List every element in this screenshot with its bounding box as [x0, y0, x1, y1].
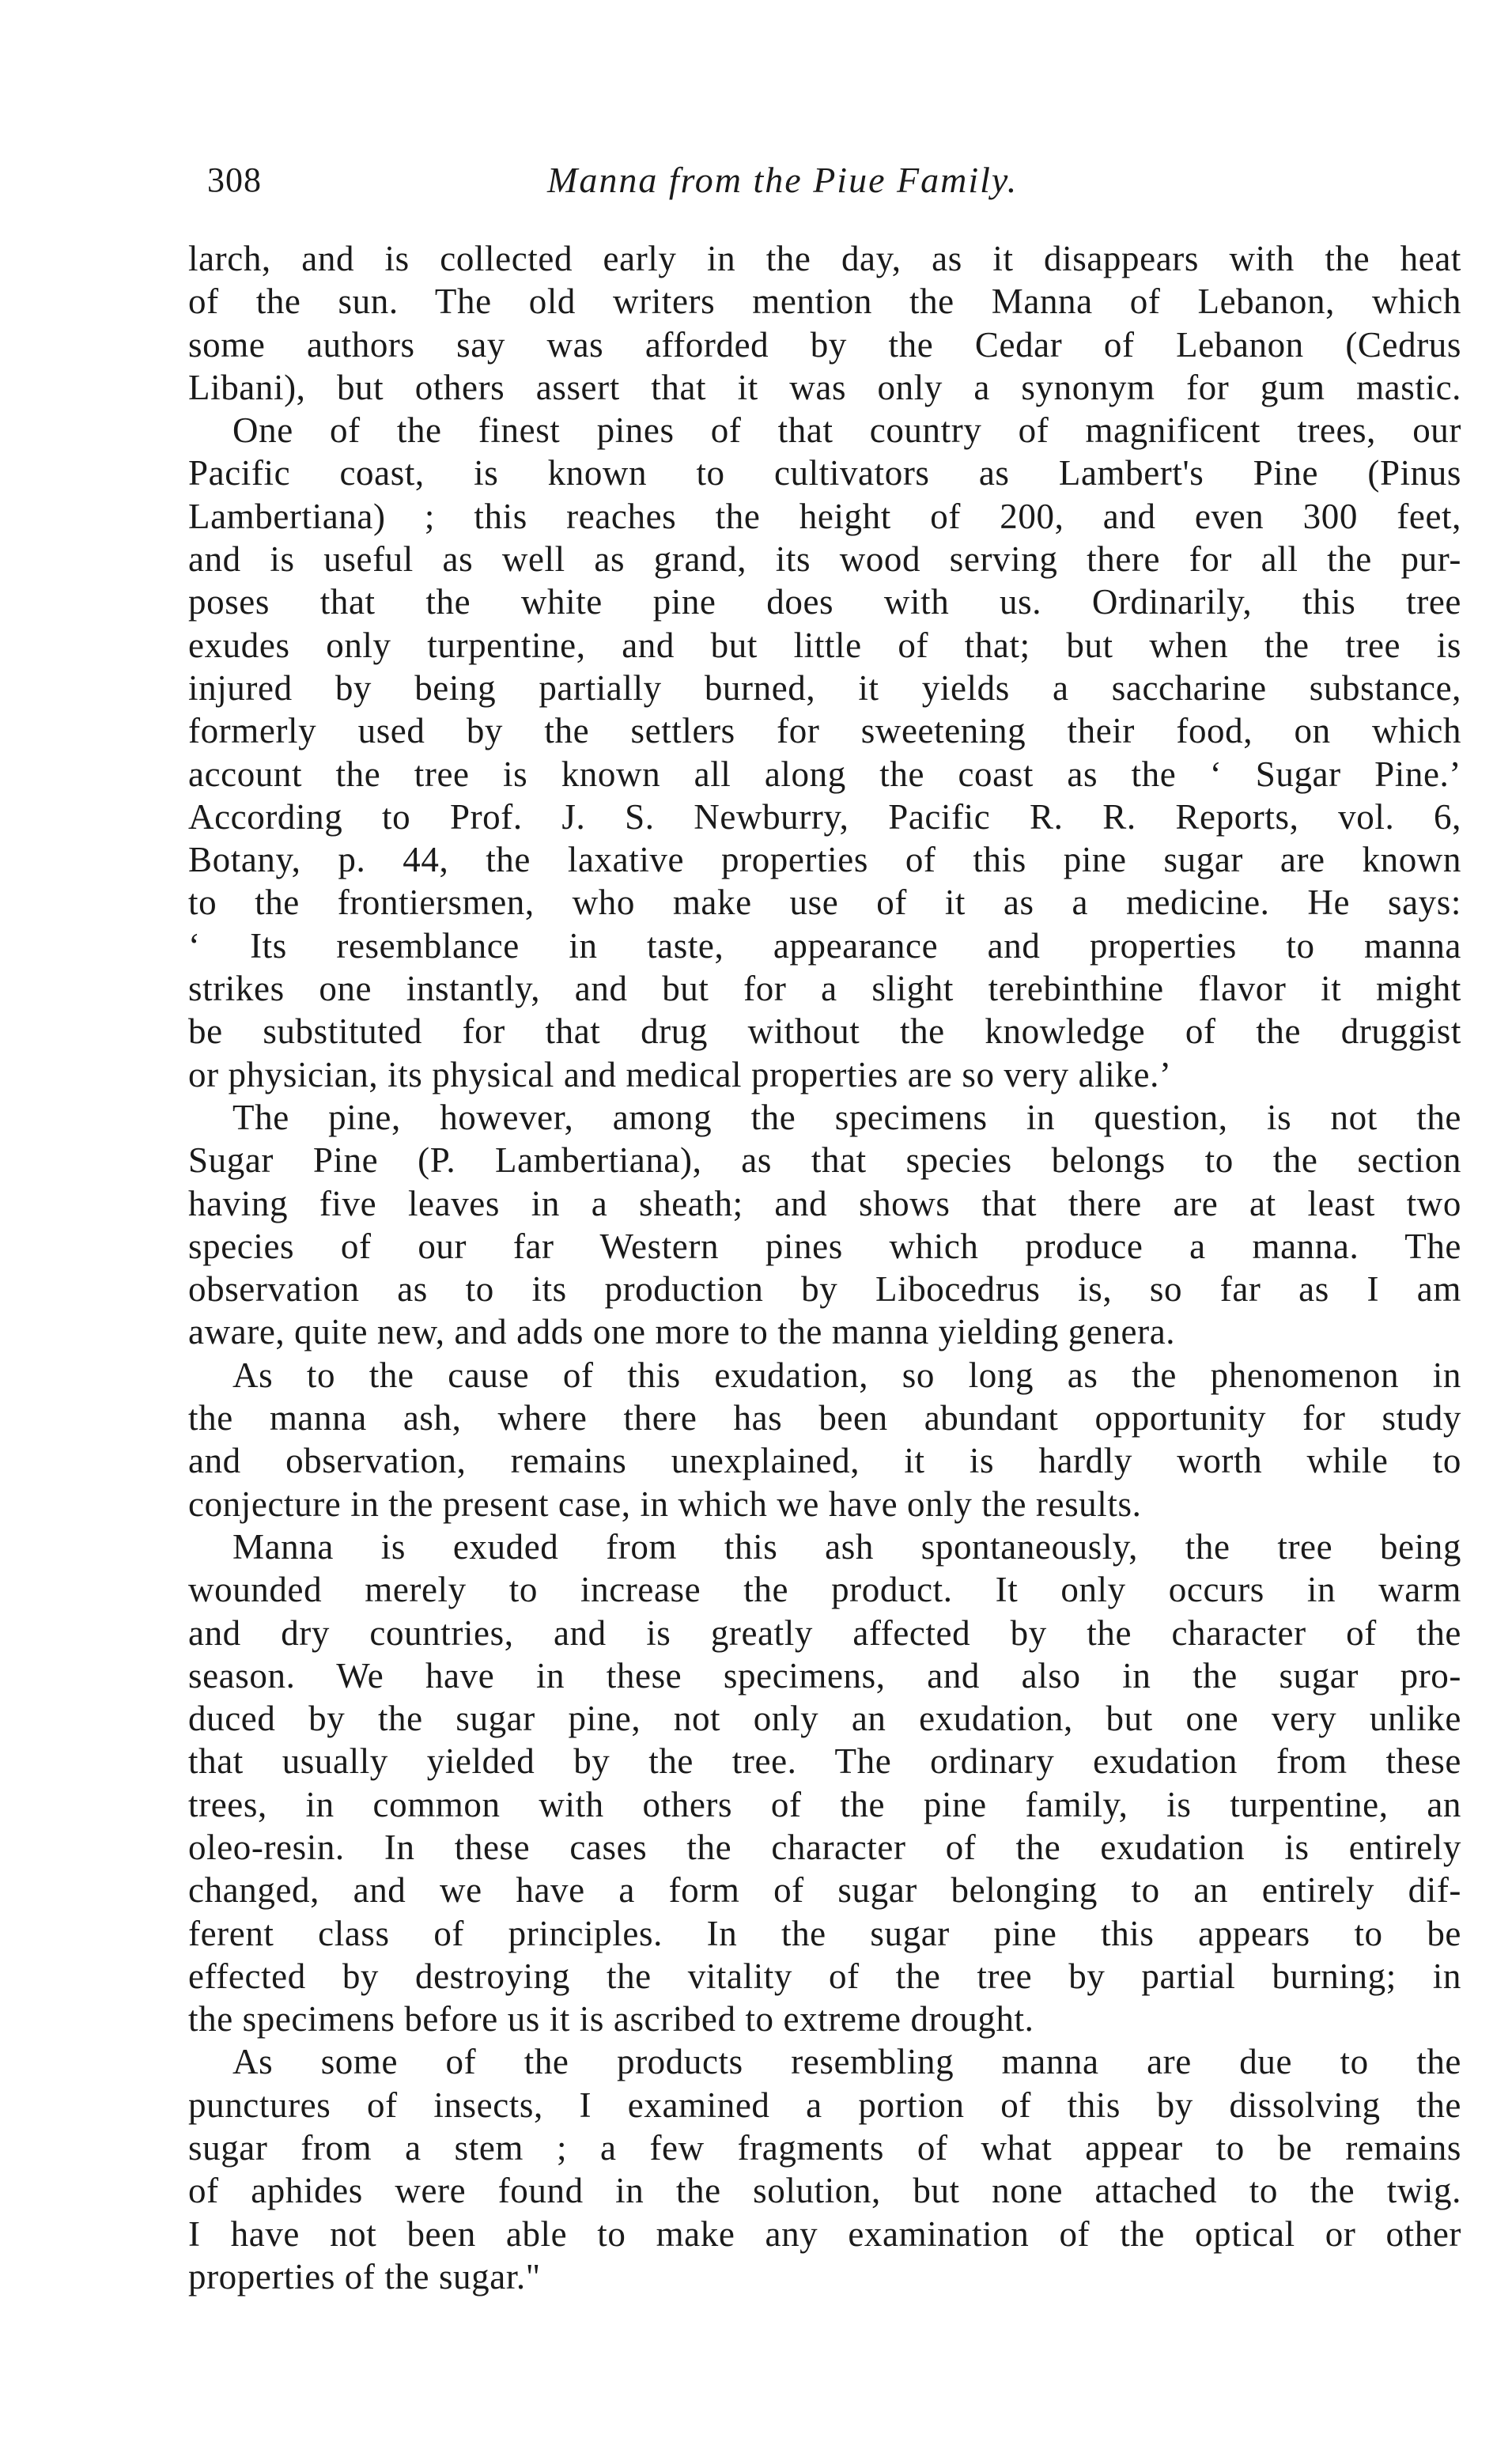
text-line: oleo-resin. In these cases the character of the exudation is entirely — [188, 1827, 1461, 1867]
text-line: Lambertiana) ; this reaches the height of 200, and even 300 feet, — [188, 496, 1461, 536]
text-line: poses that the white pine does with us. Ordinarily, this tree — [188, 582, 1461, 622]
text-line: duced by the sugar pine, not only an exudation, but one very unlike — [188, 1699, 1461, 1739]
text-line: As some of the products resembling manna are due to the — [232, 2042, 1461, 2082]
text-line: One of the finest pines of that country of magnificent trees, our — [232, 410, 1461, 451]
text-line: be substituted for that drug without the knowledge of the druggist — [188, 1011, 1461, 1052]
text-line: Pacific coast, is known to cultivators as Lambert's Pine (Pinus — [188, 453, 1461, 493]
running-title: Manna from the Piue Family. — [547, 160, 1019, 200]
text-line: species of our far Western pines which produce a manna. The — [188, 1226, 1461, 1266]
text-line: account the tree is known all along the coast as the ‘ Sugar Pine.’ — [188, 754, 1461, 794]
running-head — [207, 157, 1235, 204]
text-line: the manna ash, where there has been abundant opportunity for study — [188, 1398, 1461, 1438]
text-line: aware, quite new, and adds one more to the manna yielding genera. — [188, 1312, 1176, 1352]
text-line: or physician, its physical and medical properties are so very alike.’ — [188, 1054, 1172, 1094]
text-line: sugar from a stem ; a few fragments of what appear to be remains — [188, 2128, 1461, 2168]
text-line: and observation, remains unexplained, it is hardly worth while to — [188, 1441, 1461, 1481]
text-line: punctures of insects, I examined a portion of this by dissolving the — [188, 2085, 1461, 2125]
text-line: wounded merely to increase the product. It only occurs in warm — [188, 1570, 1461, 1610]
text-line: injured by being partially burned, it yields a saccharine substance, — [188, 667, 1461, 708]
text-line: to the frontiersmen, who make use of it as a medicine. He says: — [188, 883, 1461, 923]
text-line: ‘ Its resemblance in taste, appearance and properties to manna — [188, 925, 1461, 966]
text-line: The pine, however, among the specimens in question, is not the — [232, 1097, 1461, 1137]
text-line: As to the cause of this exudation, so long as the phenomenon in — [232, 1355, 1461, 1395]
text-line: and is useful as well as grand, its wood serving there for all the pur- — [188, 539, 1461, 580]
text-line: Botany, p. 44, the laxative properties of this pine sugar are known — [188, 840, 1461, 880]
text-line: some authors say was afforded by the Cedar of Lebanon (Cedrus — [188, 324, 1461, 365]
text-line: According to Prof. J. S. Newburry, Pacific R. R. Reports, vol. 6, — [188, 796, 1461, 837]
text-line: and dry countries, and is greatly affected by the character of the — [188, 1612, 1461, 1653]
text-line: Manna is exuded from this ash spontaneously, the tree being — [232, 1526, 1461, 1567]
text-line: conjecture in the present case, in which we have only the results. — [188, 1484, 1142, 1524]
text-line: Libani), but others assert that it was only a synonym for gum mastic. — [188, 367, 1461, 407]
text-line: changed, and we have a form of sugar belonging to an entirely dif- — [188, 1870, 1461, 1911]
text-line: trees, in common with others of the pine family, is turpentine, an — [188, 1784, 1461, 1824]
text-line: observation as to its production by Libocedrus is, so far as I am — [188, 1269, 1461, 1310]
text-line: larch, and is collected early in the day, as it disappears with the heat — [188, 239, 1461, 278]
text-line: I have not been able to make any examination of the optical or other — [188, 2213, 1461, 2254]
text-line: exudes only turpentine, and but little of that; but when the tree is — [188, 625, 1461, 665]
text-line: having five leaves in a sheath; and shows that there are at least two — [188, 1183, 1461, 1223]
text-line: properties of the sugar." — [188, 2256, 541, 2297]
text-line: Sugar Pine (P. Lambertiana), as that species belongs to the section — [188, 1140, 1461, 1181]
text-line: the specimens before us it is ascribed to extreme drought. — [188, 1999, 1034, 2039]
text-line: of the sun. The old writers mention the Manna of Lebanon, which — [188, 282, 1461, 322]
text-line: strikes one instantly, and but for a slight terebinthine flavor it might — [188, 969, 1461, 1009]
body-text — [188, 237, 1461, 2298]
page-number: 308 — [207, 161, 262, 199]
text-line: effected by destroying the vitality of the tree by partial burning; in — [188, 1956, 1461, 1996]
text-line: of aphides were found in the solution, but none attached to the twig. — [188, 2171, 1461, 2211]
text-line: ferent class of principles. In the sugar pine this appears to be — [188, 1913, 1461, 1953]
text-line: season. We have in these specimens, and also in the sugar pro- — [188, 1655, 1461, 1695]
text-line: formerly used by the settlers for sweetening their food, on which — [188, 711, 1461, 751]
text-line: that usually yielded by the tree. The ordinary exudation from these — [188, 1741, 1461, 1782]
